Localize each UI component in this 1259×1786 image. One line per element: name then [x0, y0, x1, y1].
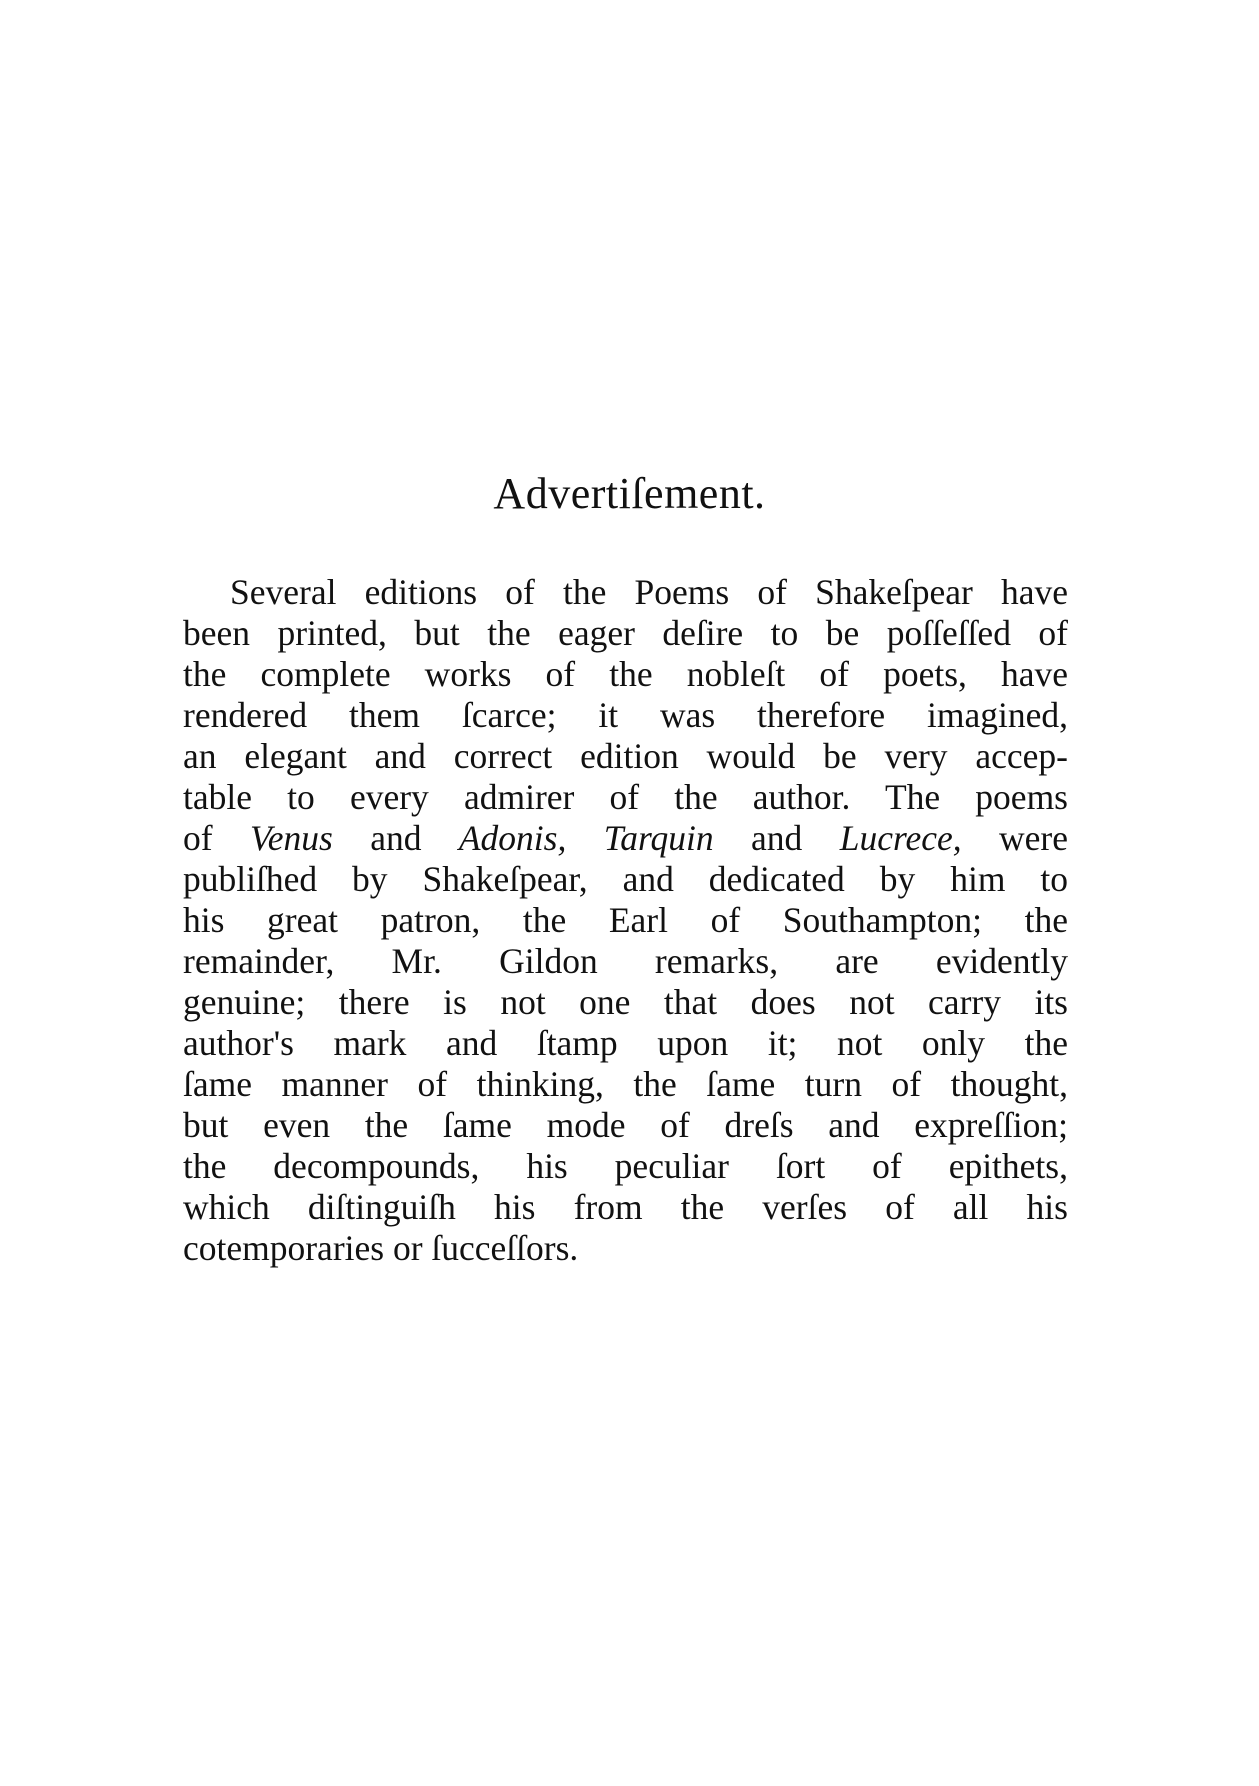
line-text: the decompounds, his peculiar ſort of epithets,: [183, 1146, 1068, 1186]
line-text: genuine; there is not one that does not carry its: [183, 982, 1068, 1022]
text-line: [183, 613, 1068, 654]
text-line: [183, 572, 1068, 613]
italic-title-text: Venus: [249, 818, 333, 858]
line-text: an elegant and correct edition would be very accep-: [183, 736, 1068, 776]
text-line: [183, 695, 1068, 736]
text-line: [183, 941, 1068, 982]
text-line: [183, 859, 1068, 900]
line-text: rendered them ſcarce; it was therefore imagined,: [183, 695, 1068, 735]
line-text: were: [961, 818, 1068, 858]
text-line: [183, 1023, 1068, 1064]
line-text: author's mark and ſtamp upon it; not only the: [183, 1023, 1068, 1063]
text-line: [183, 1105, 1068, 1146]
text-line: [183, 654, 1068, 695]
line-text: the complete works of the nobleſt of poets, have: [183, 654, 1068, 694]
line-text: which diſtinguiſh his from the verſes of all his: [183, 1187, 1068, 1227]
line-text: but even the ſame mode of dreſs and expreſſion;: [183, 1105, 1068, 1145]
line-text: publiſhed by Shakeſpear, and dedicated by him to: [183, 859, 1068, 899]
line-text: remainder, Mr. Gildon remarks, are evidently: [183, 941, 1068, 981]
line-text: and: [332, 818, 459, 858]
text-line: [183, 818, 1068, 859]
text-line: [183, 777, 1068, 818]
text-line: [183, 1187, 1068, 1228]
italic-title-text: Tarquin: [603, 818, 714, 858]
line-text: table to every admirer of the author. The poems: [183, 777, 1068, 817]
line-text: ſame manner of thinking, the ſame turn of thought,: [183, 1064, 1068, 1104]
page-title: Advertiſement.: [493, 469, 766, 518]
italic-title-text: Adonis,: [458, 818, 567, 858]
line-text: been printed, but the eager deſire to be poſſeſſed of: [183, 613, 1068, 653]
line-text: Several editions of the Poems of Shakeſpear have: [230, 572, 1068, 612]
text-line: [183, 1146, 1068, 1187]
text-line: [183, 1064, 1068, 1105]
text-line: [183, 982, 1068, 1023]
line-text: [566, 818, 603, 858]
line-text: and: [713, 818, 840, 858]
advertisement-paragraph: [183, 572, 1068, 1269]
text-line: [183, 1228, 1068, 1269]
text-line: [183, 736, 1068, 777]
line-text: cotemporaries or ſucceſſors.: [183, 1228, 579, 1268]
line-text: his great patron, the Earl of Southampton; the: [183, 900, 1068, 940]
italic-title-text: Lucrece,: [839, 818, 962, 858]
line-text: of: [183, 818, 250, 858]
text-line: [183, 900, 1068, 941]
